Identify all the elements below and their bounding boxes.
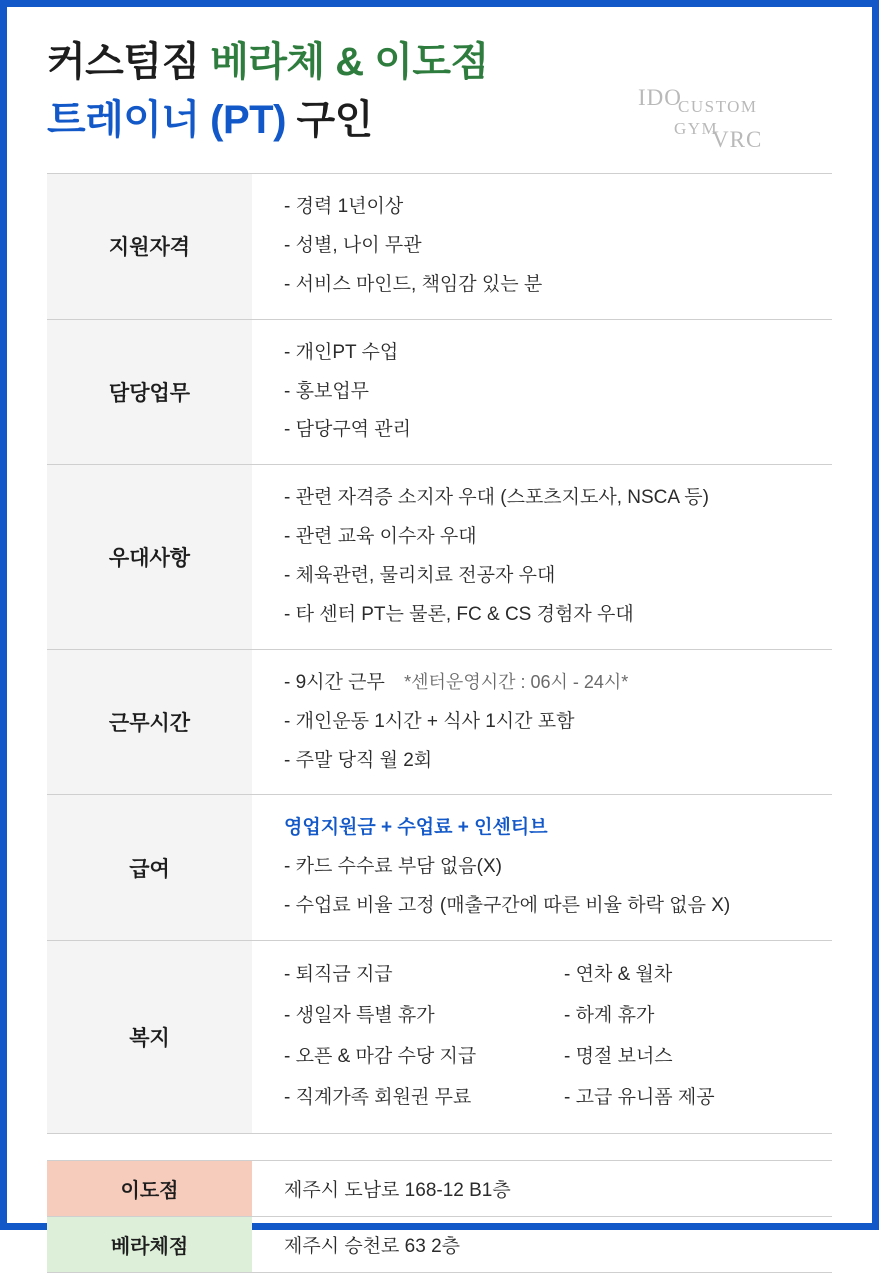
list-item: - 오픈 & 마감 수당 지급 — [284, 1045, 477, 1067]
list-item: - 홍보업무 — [284, 380, 370, 402]
logo-text-vrc: VRC — [712, 127, 763, 152]
row-label-duties: 담당업무 — [47, 319, 252, 465]
list-item: - 타 센터 PT는 물론, FC & CS 경험자 우대 — [284, 603, 634, 625]
row-content-work-hours — [252, 649, 832, 795]
row-content-duties — [252, 319, 832, 465]
benefits-grid — [284, 955, 822, 1119]
table-row-duties — [47, 319, 832, 465]
list-item: - 직계가족 회원권 무료 — [284, 1086, 472, 1108]
list-item: - 고급 유니폼 제공 — [564, 1086, 715, 1108]
table-row-location-verache — [47, 1216, 832, 1272]
list-item: - 개인PT 수업 — [284, 341, 399, 363]
row-label-preferences: 우대사항 — [47, 465, 252, 650]
row-content-benefits — [252, 941, 832, 1134]
list-item: - 주말 당직 월 2회 — [284, 749, 433, 771]
list-item: - 연차 & 월차 — [564, 964, 673, 985]
logo-text-gym: GYM — [674, 119, 719, 138]
table-row-work-hours — [47, 649, 832, 795]
list-item: - 서비스 마인드, 책임감 있는 분 — [284, 273, 543, 295]
list-item: - 체육관련, 물리치료 전공자 우대 — [284, 565, 556, 586]
list-item: - 생일자 특별 휴가 — [284, 1004, 435, 1026]
list-item — [284, 664, 822, 703]
row-label-benefits: 복지 — [47, 941, 252, 1134]
row-label-work-hours: 근무시간 — [47, 649, 252, 795]
location-label-verache: 베라체점 — [47, 1216, 252, 1272]
job-details-table — [47, 173, 832, 1134]
row-content-salary — [252, 795, 832, 941]
list-item: - 명절 보너스 — [564, 1045, 673, 1067]
list-item: - 관련 교육 이수자 우대 — [284, 526, 477, 548]
title-line-1 — [47, 33, 832, 91]
table-row-salary — [47, 795, 832, 941]
title-line-2-part1: 트레이너 (PT) — [47, 98, 297, 142]
location-label-ido: 이도점 — [47, 1160, 252, 1216]
locations-section — [47, 1160, 832, 1273]
row-label-qualifications: 지원자격 — [47, 174, 252, 320]
list-item: - 퇴직금 지급 — [284, 964, 393, 985]
title-line-1-part1: 커스텀짐 — [47, 40, 211, 84]
row-label-salary: 급여 — [47, 795, 252, 941]
poster-header — [47, 33, 832, 173]
list-item: - 경력 1년이상 — [284, 196, 404, 217]
list-item: - 개인운동 1시간 + 식사 1시간 포함 — [284, 710, 575, 732]
list-item: - 성별, 나이 무관 — [284, 234, 422, 256]
location-address-ido: 제주시 도남로 168-12 B1층 — [284, 1179, 511, 1201]
table-row-benefits — [47, 941, 832, 1134]
row-content-qualifications — [252, 174, 832, 320]
table-row-preferences — [47, 465, 832, 650]
table-row-location-ido — [47, 1160, 832, 1216]
table-row-qualifications — [47, 174, 832, 320]
list-item: - 관련 자격증 소지자 우대 (스포츠지도사, NSCA 등) — [284, 487, 709, 509]
title-line-1-part2: 베라체 & 이도점 — [210, 40, 489, 84]
title-line-2-part2: 구인 — [296, 98, 373, 142]
poster-inner — [7, 7, 872, 1258]
logo-text-custom: CUSTOM — [678, 97, 758, 116]
locations-table — [47, 1160, 832, 1273]
work-hours-note: *센터운영시간 : 06시 - 24시* — [404, 671, 629, 692]
gym-logo — [632, 85, 802, 165]
list-item: - 담당구역 관리 — [284, 419, 412, 441]
list-item: - 수업료 비율 고정 (매출구간에 따른 비율 하락 없음 X) — [284, 895, 731, 917]
location-address-verache: 제주시 승천로 63 2층 — [284, 1235, 461, 1257]
list-item: - 카드 수수료 부담 없음(X) — [284, 856, 502, 878]
logo-text-ido: IDO — [638, 85, 682, 110]
list-item: - 하계 휴가 — [564, 1004, 655, 1026]
row-content-preferences — [252, 465, 832, 650]
work-hours-main: - 9시간 근무 — [284, 671, 385, 693]
salary-highlight: 영업지원금 + 수업료 + 인센티브 — [284, 817, 548, 839]
